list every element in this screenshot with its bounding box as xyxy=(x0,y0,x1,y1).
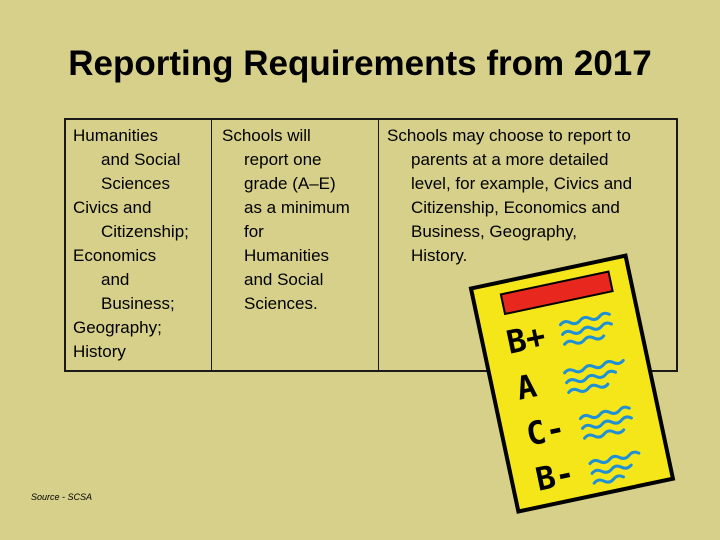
table-cell-text: and Social xyxy=(244,270,324,289)
table-cell-text: Sciences xyxy=(101,174,170,193)
table-cell-text: Geography; xyxy=(73,318,162,337)
page-title: Reporting Requirements from 2017 xyxy=(68,44,652,83)
table-cell-text: Schools may choose to report to xyxy=(387,126,631,145)
table-column-subjects xyxy=(66,120,212,370)
grade-text: B- xyxy=(532,453,578,499)
table-cell-text: History. xyxy=(411,246,468,265)
table-cell-text: as a minimum xyxy=(244,198,350,217)
table-cell-text: Schools will xyxy=(222,126,311,145)
report-card-illustration xyxy=(455,252,685,517)
table-cell-text: Business, Geography, xyxy=(411,222,577,241)
table-cell-text: Citizenship, Economics and xyxy=(411,198,620,217)
table-cell-text: for xyxy=(244,222,264,241)
source-note: Source - SCSA xyxy=(31,492,93,502)
grade-text: C- xyxy=(522,408,569,454)
table-cell-text: Business; xyxy=(101,294,175,313)
table-cell-text: parents at a more detailed xyxy=(411,150,609,169)
table-cell-text: level, for example, Civics and xyxy=(411,174,633,193)
table-cell-text: Humanities xyxy=(244,246,330,265)
table-cell-text: Sciences. xyxy=(244,294,318,313)
grade-text: B+ xyxy=(503,316,549,362)
table-cell-text: and Social xyxy=(101,150,181,169)
grade-text: A xyxy=(512,366,540,408)
table-cell-text: Civics and xyxy=(73,198,152,217)
table-cell-text: Humanities xyxy=(73,126,159,145)
table-cell-text: and xyxy=(101,270,130,289)
table-cell-text: report one xyxy=(244,150,322,169)
table-cell-text: grade (A–E) xyxy=(244,174,336,193)
table-cell-text: Economics xyxy=(73,246,157,265)
table-cell-text: Citizenship; xyxy=(101,222,189,241)
table-column-minimum xyxy=(212,120,379,370)
table-cell-text: History xyxy=(73,342,126,361)
